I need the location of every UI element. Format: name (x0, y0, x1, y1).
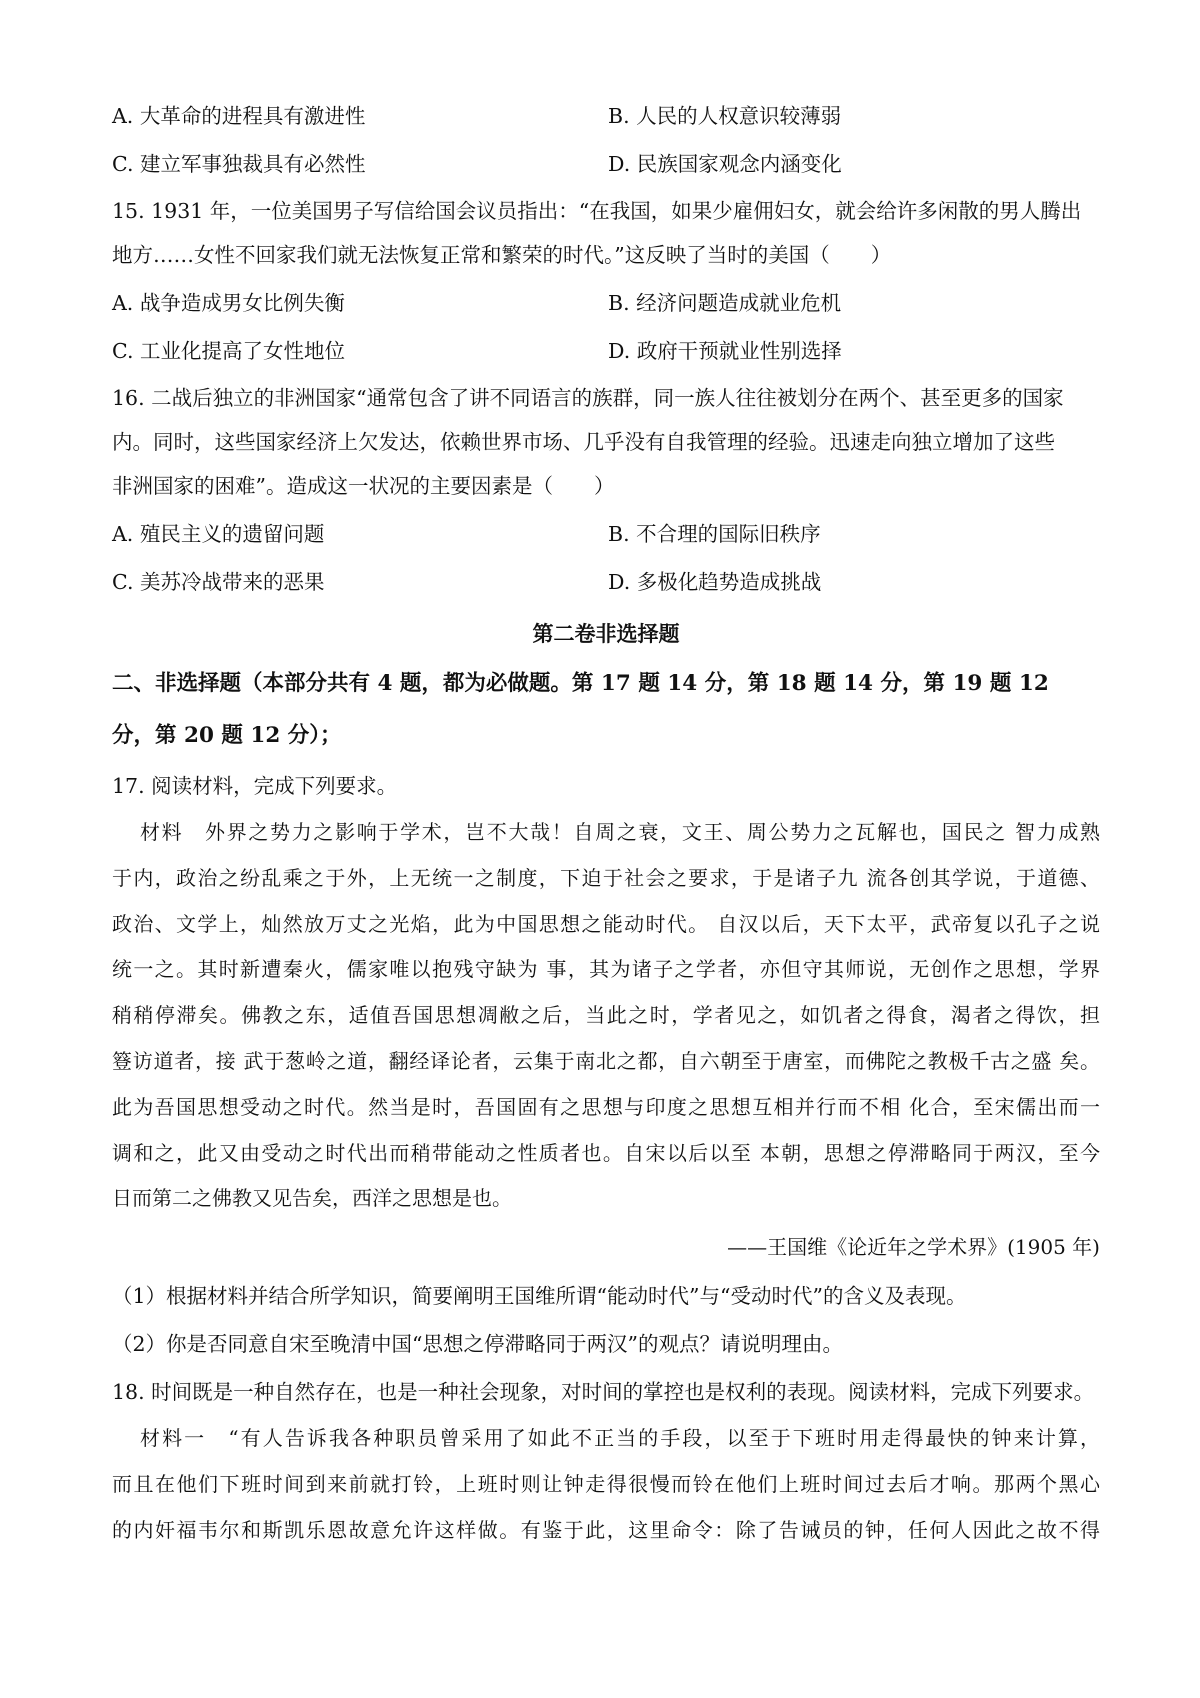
q16-option-b[interactable]: B. 不合理的国际旧秩序 (608, 522, 821, 546)
section-heading-line-1: 二、非选择题（本部分共有 4 题，都为必做题。第 17 题 14 分，第 18 题 14 分，第 19 题 12 (112, 671, 1049, 696)
q17-subquestion-1: （1）根据材料并结合所学知识，简要阐明王国维所谓“能动时代”与“受动时代”的含义及表现。 (112, 1284, 967, 1309)
q14-option-b[interactable]: B. 人民的人权意识较薄弱 (608, 104, 842, 128)
q16-options-row-2 (112, 558, 1100, 606)
q14-option-d[interactable]: D. 民族国家观念内涵变化 (608, 152, 842, 176)
q17-material-line: 于内，政治之纷乱乘之于外，上无统一之制度，下迫于社会之要求，于是诸子九 流各创其学说，于道德、 (112, 865, 1100, 890)
q16-stem-line-1: 16. 二战后独立的非洲国家“通常包含了讲不同语言的族群，同一族人往往被划分在两个、甚至更多的国家 (112, 386, 1064, 410)
q15-stem-line-1: 15. 1931 年，一位美国男子写信给国会议员指出：“在我国，如果少雇佣妇女，就会给许多闲散的男人腾出 (112, 199, 1082, 223)
q14-option-c[interactable]: C. 建立军事独裁具有必然性 (112, 152, 366, 176)
q18-material-line: 材料一 “有人告诉我各种职员曾采用了如此不正当的手段，以至于下班时用走得最快的钟来计算， (140, 1426, 1100, 1451)
q17-material-line: 日而第二之佛教又见告矣，西洋之思想是也。 (112, 1186, 512, 1211)
q17-material-line: 稍稍停滞矣。佛教之东，适值吾国思想凋敝之后，当此之时，学者见之，如饥者之得食，渴者之得饮，担 (112, 1003, 1100, 1028)
q17-material-line: 此为吾国思想受动之时代。然当是时，吾国固有之思想与印度之思想互相并行而不相 化合，至宋儒出而一 (112, 1094, 1100, 1119)
q16-option-c[interactable]: C. 美苏冷战带来的恶果 (112, 570, 325, 594)
q15-option-a[interactable]: A. 战争造成男女比例失衡 (112, 291, 345, 315)
q15-options-row-1 (112, 279, 1100, 327)
q16-options-row-1 (112, 510, 1100, 558)
q17-stem: 17. 阅读材料，完成下列要求。 (112, 774, 398, 798)
q15-option-c[interactable]: C. 工业化提高了女性地位 (112, 339, 345, 363)
q15-option-d[interactable]: D. 政府干预就业性别选择 (608, 339, 842, 363)
q18-material-line: 的内奸福韦尔和斯凯乐恩故意允许这样做。有鉴于此，这里命令：除了告诫员的钟，任何人因此之故不得 (112, 1517, 1100, 1542)
q15-options-row-2 (112, 327, 1100, 375)
q17-material-line: 政治、文学上，灿然放万丈之光焰，此为中国思想之能动时代。 自汉以后，天下太平，武帝复以孔子之说 (112, 911, 1100, 936)
q15-option-b[interactable]: B. 经济问题造成就业危机 (608, 291, 842, 315)
q17-subquestion-2: （2）你是否同意自宋至晚清中国“思想之停滞略同于两汉”的观点？请说明理由。 (112, 1332, 844, 1357)
q14-option-a[interactable]: A. 大革命的进程具有激进性 (112, 104, 366, 128)
q17-source-citation: ——王国维《论近年之学术界》(1905 年) (727, 1235, 1100, 1260)
q17-material-line: 调和之，此又由受动之时代出而稍带能动之性质者也。自宋以后以至 本朝，思想之停滞略同于两汉，至今 (112, 1140, 1100, 1165)
q16-option-d[interactable]: D. 多极化趋势造成挑战 (608, 570, 822, 594)
q17-material-line: 簦访道者，接 武于葱岭之道，翻经译论者，云集于南北之都，自六朝至于唐室，而佛陀之教极千古之盛 矣。 (112, 1048, 1100, 1073)
q18-material (112, 1416, 1100, 1553)
q18-stem: 18. 时间既是一种自然存在，也是一种社会现象，对时间的掌控也是权利的表现。阅读材料，完成下列要求。 (112, 1380, 1095, 1405)
q18-material-line: 而且在他们下班时间到来前就打铃，上班时则让钟走得很慢而铃在他们上班时间过去后才响。那两个黑心 (112, 1471, 1100, 1496)
q14-options-row-2 (112, 140, 1100, 188)
q16-option-a[interactable]: A. 殖民主义的遗留问题 (112, 522, 325, 546)
q16-stem-line-2: 内。同时，这些国家经济上欠发达，依赖世界市场、几乎没有自我管理的经验。迅速走向独立增加了这些 (112, 430, 1055, 454)
q17-material (112, 810, 1100, 1222)
q17-material-line: 材料 外界之势力之影响于学术，岂不大哉！自周之衰，文王、周公势力之瓦解也，国民之 智力成熟 (140, 820, 1100, 844)
q14-options-row-1 (112, 92, 1100, 140)
q15-stem-line-2: 地方……女性不回家我们就无法恢复正常和繁荣的时代。”这反映了当时的美国（ ） (112, 243, 892, 267)
q17-material-line: 统一之。其时新遭秦火，儒家唯以抱残守缺为 事，其为诸子之学者，亦但守其师说，无创作之思想，学界 (112, 957, 1100, 982)
section-heading-line-2: 分，第 20 题 12 分）； (112, 723, 342, 748)
q16-stem-line-3: 非洲国家的困难”。造成这一状况的主要因素是（ ） (112, 474, 615, 498)
section-title: 第二卷非选择题 (532, 621, 680, 646)
